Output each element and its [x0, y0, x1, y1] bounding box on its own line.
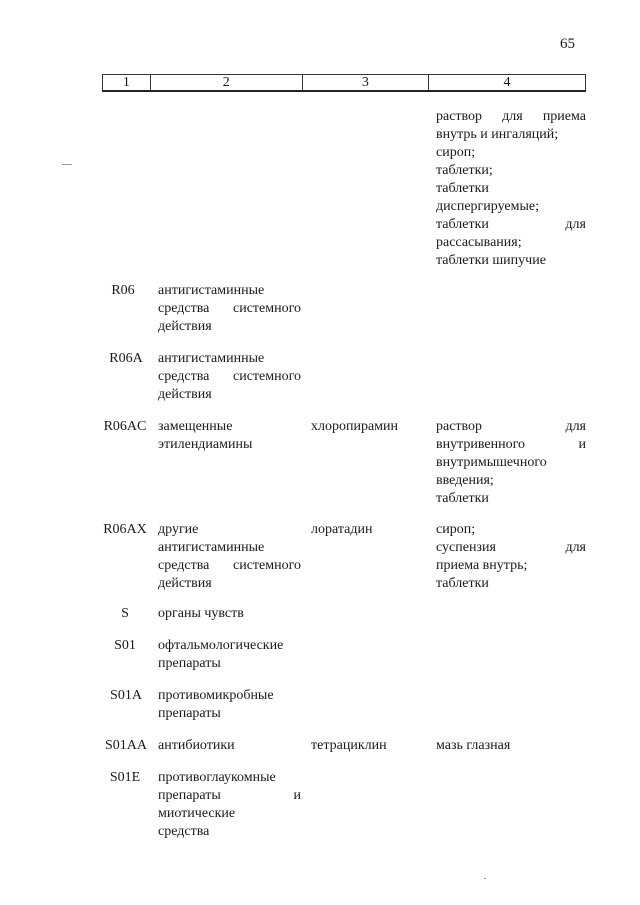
dosage-forms: [436, 737, 586, 755]
form-line: внутривенного и: [436, 437, 586, 452]
column-header-2: 2: [150, 75, 302, 92]
dosage-forms: [436, 418, 586, 508]
column-header-1: 1: [103, 75, 151, 92]
atc-code: R06AX: [103, 522, 147, 537]
name-line: антигистаминные: [158, 351, 265, 366]
form-line: раствор для: [436, 419, 586, 434]
name-line: антибиотики: [158, 738, 235, 753]
drug-name: хлоропирамин: [311, 419, 399, 434]
continuation-forms: [436, 108, 586, 270]
atc-code: R06A: [109, 351, 143, 366]
atc-code: R06: [111, 283, 135, 298]
form-line: диспергируемые;: [436, 199, 539, 214]
form-line: сироп;: [436, 522, 476, 537]
column-header-3: 3: [302, 75, 428, 92]
atc-code: S01: [114, 638, 136, 653]
margin-mark: [62, 164, 72, 165]
page-number: 65: [560, 36, 575, 52]
atc-code: S: [121, 606, 129, 621]
name-line: этилендиамины: [158, 437, 253, 452]
name-line: миотические: [158, 806, 236, 821]
form-line: раствор для приема: [436, 109, 586, 124]
name-line: антигистаминные: [158, 283, 265, 298]
form-line: таблетки;: [436, 163, 493, 178]
atc-code: S01A: [110, 688, 142, 703]
form-line: введения;: [436, 473, 494, 488]
group-name: [158, 737, 301, 755]
group-name: [158, 637, 301, 673]
name-line: препараты и: [158, 788, 301, 803]
name-line: органы чувств: [158, 606, 244, 621]
column-header-table: [102, 74, 586, 92]
form-line: таблетки: [436, 181, 489, 196]
name-line: противоглаукомные: [158, 770, 276, 785]
group-name: [158, 350, 301, 404]
drug-name: тетрациклин: [311, 738, 387, 753]
group-name: [158, 687, 301, 723]
form-line: приема внутрь;: [436, 558, 528, 573]
dosage-forms: [436, 521, 586, 593]
form-line: таблетки для: [436, 217, 586, 232]
form-line: внутримышечного: [436, 455, 547, 470]
group-name: [158, 769, 301, 841]
form-line: таблетки шипучие: [436, 253, 546, 268]
name-line: противомикробные: [158, 688, 274, 703]
name-line: офтальмологические: [158, 638, 284, 653]
drug-name: лоратадин: [311, 522, 373, 537]
form-line: таблетки: [436, 491, 489, 506]
name-line: замещенные: [158, 419, 233, 434]
name-line: средства системного: [158, 558, 301, 573]
atc-code: S01E: [109, 770, 141, 785]
group-name: [158, 418, 301, 454]
form-line: внутрь и ингаляций;: [436, 127, 559, 142]
name-line: другие: [158, 522, 199, 537]
scan-speck: [484, 878, 486, 879]
group-name: [158, 521, 301, 593]
form-line: мазь глазная: [436, 738, 511, 753]
atc-code: S01AA: [104, 738, 147, 753]
name-line: действия: [158, 387, 212, 402]
group-name: [158, 282, 301, 336]
name-line: действия: [158, 576, 212, 591]
form-line: суспензия для: [436, 540, 586, 555]
form-line: таблетки: [436, 576, 489, 591]
name-line: препараты: [158, 656, 221, 671]
column-header-4: 4: [428, 75, 585, 92]
name-line: средства: [158, 824, 210, 839]
name-line: препараты: [158, 706, 221, 721]
form-line: сироп;: [436, 145, 476, 160]
name-line: антигистаминные: [158, 540, 265, 555]
form-line: рассасывания;: [436, 235, 522, 250]
name-line: действия: [158, 319, 212, 334]
group-name: [158, 605, 301, 623]
name-line: средства системного: [158, 301, 301, 316]
name-line: средства системного: [158, 369, 301, 384]
atc-code: R06AC: [103, 419, 147, 434]
